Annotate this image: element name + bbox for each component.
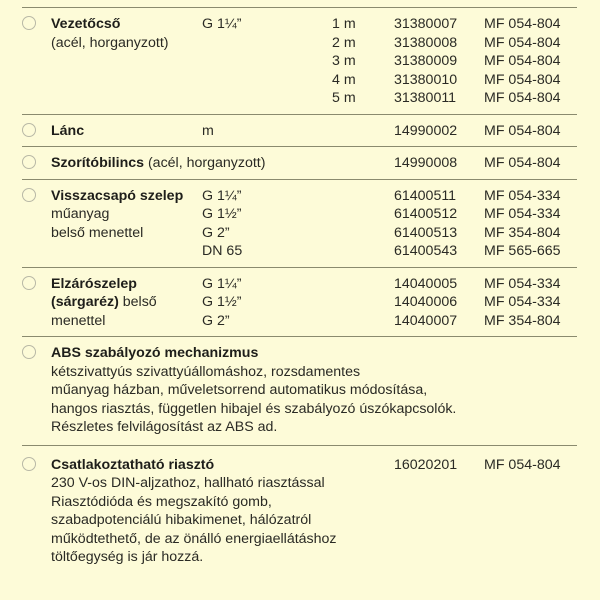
article-code: 31380008 [394, 34, 458, 51]
article-code: 61400512 [394, 206, 458, 222]
ref-code: MF 054-804 [484, 456, 561, 473]
unit: m [202, 122, 214, 139]
product-abs-szabalyozo [22, 337, 577, 445]
table-row [22, 52, 577, 71]
description-line: szabadpotenciálú hibakimenet, hálózatról [51, 512, 312, 528]
ref-code: MF 054-804 [484, 53, 561, 69]
article-code: 14040005 [394, 275, 458, 292]
description-line: kétszivattyús szivattyúállomáshoz, rozsdamentes [51, 363, 361, 380]
ref-code: MF 054-804 [484, 71, 561, 88]
table-row [22, 205, 577, 224]
product-name: Vezetőcső [51, 16, 121, 32]
table-row [22, 456, 577, 475]
table-row [22, 242, 577, 261]
table-row [22, 154, 577, 173]
product-visszacsapo-szelep [22, 180, 577, 267]
thread-size: G 1½” [202, 206, 242, 222]
product-name: Csatlakoztatható riasztó [51, 456, 215, 473]
description-line: műanyag házban, műveletsorrend automatikus módosítása, [51, 382, 428, 398]
product-detail: menettel [51, 312, 106, 329]
article-code: 14040007 [394, 312, 458, 329]
product-name: Szorítóbilincs [51, 155, 145, 171]
article-code: 14990002 [394, 122, 458, 139]
ref-code: MF 054-334 [484, 187, 561, 204]
ref-code: MF 354-804 [484, 312, 561, 329]
thread-size: G 1¼” [202, 16, 242, 32]
product-detail: belső menettel [51, 224, 144, 241]
ref-code: MF 054-334 [484, 275, 561, 292]
product-vezetocso [22, 8, 577, 114]
ref-code: MF 054-804 [484, 90, 561, 106]
article-code: 61400543 [394, 243, 458, 259]
product-material: (sárgaréz) [51, 294, 119, 310]
ref-code: MF 054-804 [484, 122, 561, 139]
ref-code: MF 565-665 [484, 243, 561, 259]
thread-size: DN 65 [202, 243, 243, 259]
product-csatlakoztathato-riaszto [22, 446, 577, 573]
ref-code: MF 054-334 [484, 294, 561, 310]
product-name: Lánc [51, 122, 85, 139]
table-row [22, 15, 577, 34]
article-code: 61400511 [394, 187, 457, 204]
ref-code: MF 054-804 [484, 34, 561, 51]
product-elzaroszelep [22, 268, 577, 337]
description-line: Részletes felvilágosítást az ABS ad. [51, 419, 278, 435]
article-code: 14990008 [394, 155, 458, 171]
table-row [22, 344, 577, 363]
product-list [22, 7, 577, 573]
length: 3 m [332, 53, 356, 69]
product-detail: belső [118, 294, 157, 310]
table-row [22, 71, 577, 90]
description-line: töltőegység is jár hozzá. [51, 549, 204, 565]
table-row [22, 187, 577, 206]
table-row [22, 122, 577, 141]
product-subtitle: (acél, horganyzott) [51, 34, 169, 51]
ref-code: MF 054-804 [484, 16, 561, 32]
table-row [22, 275, 577, 294]
ref-code: MF 054-334 [484, 206, 561, 222]
table-row [22, 312, 577, 331]
article-code: 31380007 [394, 16, 458, 32]
table-row [22, 293, 577, 312]
ref-code: MF 054-804 [484, 155, 561, 171]
description-line: hangos riasztás, független hibajel és szabályozó úszókapcsolók. [51, 400, 457, 417]
description-line: Riasztódióda és megszakító gomb, [51, 493, 272, 510]
product-name: Visszacsapó szelep [51, 187, 184, 204]
article-code: 31380009 [394, 53, 458, 69]
thread-size: G 1¼” [202, 275, 242, 292]
article-code: 31380010 [394, 71, 458, 88]
product-name: ABS szabályozó mechanizmus [51, 345, 259, 361]
description-line: működtethető, de az önálló energiaellátáshoz [51, 530, 337, 547]
article-code: 61400513 [394, 224, 458, 241]
product-detail: műanyag [51, 206, 110, 222]
product-szoritobilincs [22, 147, 577, 179]
article-code: 31380011 [394, 90, 457, 106]
thread-size: G 1½” [202, 294, 242, 310]
article-code: 16020201 [394, 456, 458, 473]
length: 5 m [332, 90, 356, 106]
length: 1 m [332, 16, 356, 32]
table-row [22, 34, 577, 53]
article-code: 14040006 [394, 294, 458, 310]
table-row [22, 89, 577, 108]
table-row [22, 224, 577, 243]
thread-size: G 1¼” [202, 187, 242, 204]
length: 2 m [332, 34, 356, 51]
thread-size: G 2” [202, 312, 230, 329]
product-material: (acél, horganyzott) [144, 155, 266, 171]
length: 4 m [332, 71, 356, 88]
description-line: 230 V-os DIN-aljzathoz, hallható riasztással [51, 475, 325, 491]
thread-size: G 2” [202, 224, 230, 241]
ref-code: MF 354-804 [484, 224, 561, 241]
product-name: Elzárószelep [51, 275, 137, 292]
product-lanc [22, 115, 577, 147]
